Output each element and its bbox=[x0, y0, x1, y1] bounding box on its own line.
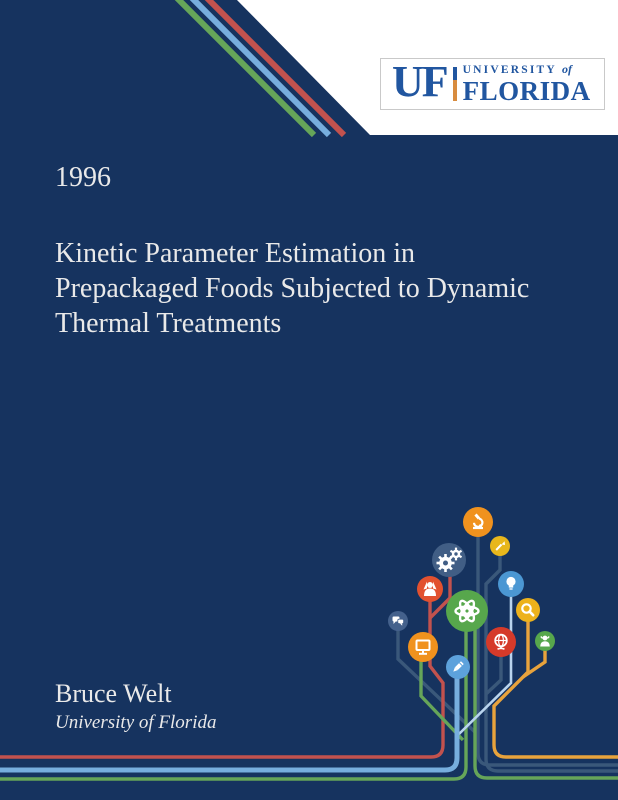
logo-divider bbox=[453, 67, 457, 101]
author-affiliation: University of Florida bbox=[55, 712, 217, 733]
logo-of-text: of bbox=[561, 62, 572, 77]
logo-florida-text: FLORIDA bbox=[462, 75, 591, 106]
magnifier-icon bbox=[516, 598, 540, 622]
branch-slate-globe bbox=[486, 652, 501, 694]
logo-university-text: UNIVERSITY bbox=[462, 64, 557, 77]
dissertation-title bbox=[55, 236, 529, 341]
tree-branches bbox=[0, 525, 618, 779]
logo-university-line bbox=[463, 63, 591, 77]
pencil-icon bbox=[446, 655, 470, 679]
graduate-woman-icon bbox=[417, 576, 443, 602]
microscope-icon bbox=[463, 507, 493, 537]
lightbulb-icon bbox=[498, 571, 524, 597]
student-icon bbox=[535, 631, 555, 651]
globe-icon bbox=[486, 627, 516, 657]
paintbrush-icon bbox=[490, 536, 510, 556]
publication-year: 1996 bbox=[55, 162, 111, 193]
uf-logo bbox=[380, 58, 605, 110]
title-line-1: Kinetic Parameter Estimation in bbox=[55, 238, 416, 269]
title-line-3: Thermal Treatments bbox=[55, 308, 282, 339]
uf-monogram: UF bbox=[392, 57, 447, 106]
monitor-icon bbox=[408, 632, 438, 662]
logo-wordmark bbox=[463, 63, 591, 105]
tree-icon-circles bbox=[388, 507, 555, 679]
atom-icon bbox=[446, 590, 488, 632]
gears-icon bbox=[432, 543, 466, 577]
chat-bubbles-icon bbox=[388, 611, 408, 631]
title-line-2: Prepackaged Foods Subjected to Dynamic bbox=[55, 273, 530, 304]
author-name: Bruce Welt bbox=[55, 679, 172, 708]
